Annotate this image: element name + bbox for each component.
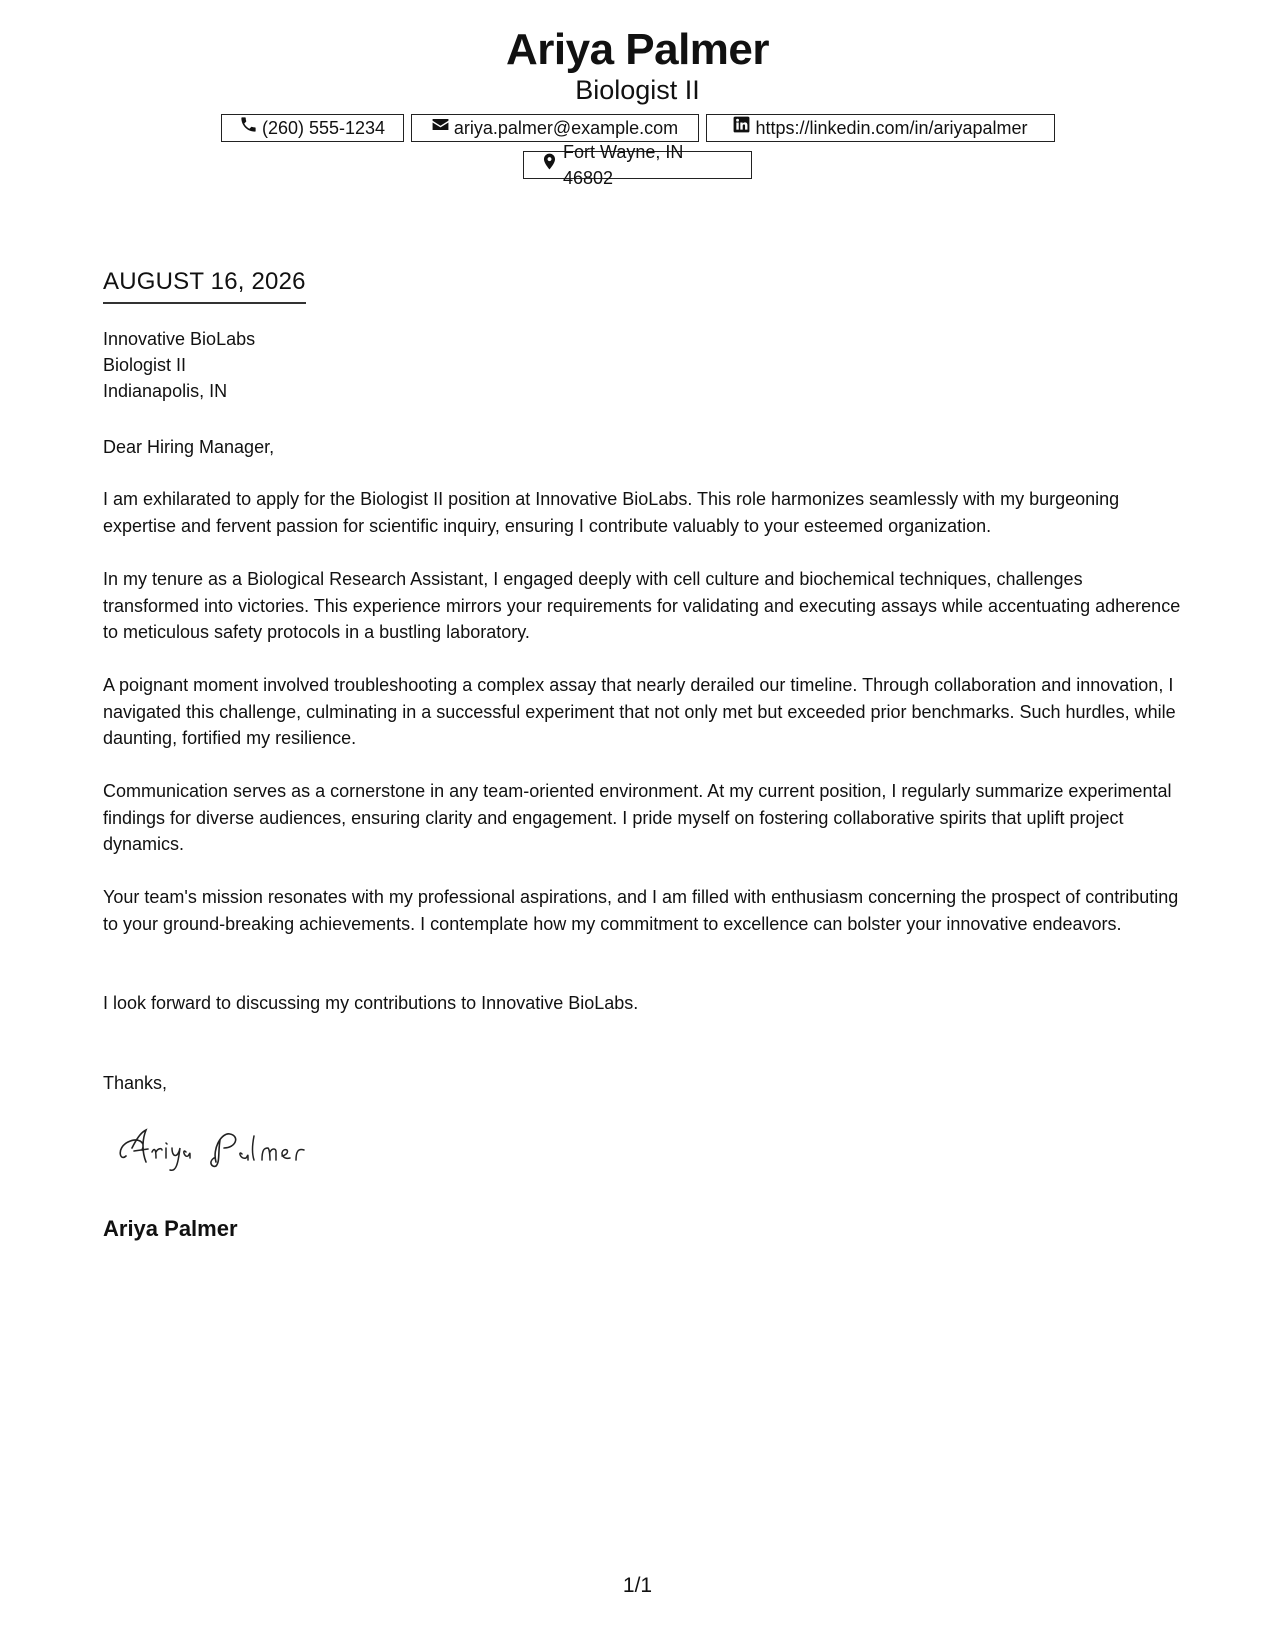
phone-icon — [239, 115, 258, 141]
phone-chip[interactable] — [221, 114, 404, 142]
signoff: Thanks, — [103, 1073, 168, 1093]
closing-paragraph: I look forward to discussing my contributions to Innovative BioLabs. — [103, 993, 639, 1013]
recipient-location: Indianapolis, IN — [103, 381, 228, 401]
envelope-icon — [431, 115, 450, 141]
recipient-company: Innovative BioLabs — [103, 329, 256, 349]
applicant-name: Ariya Palmer — [505, 25, 770, 74]
email-text: ariya.palmer@example.com — [453, 118, 679, 138]
letter-paragraph: Your team's mission resonates with my professional aspirations, and I am filled with enthusiasm concerning the prospect of contributing to your ground-breaking achievements. I contemplate how my commitment to excellence can bolster your innovative endeavors. — [103, 887, 1179, 934]
letter-paragraph: Communication serves as a cornerstone in any team-oriented environment. At my current position, I regularly summarize experimental findings for diverse audiences, ensuring clarity and engagement. I pride myself on fostering collaborative spirits that uplift project dynamics. — [103, 781, 1172, 854]
letter-paragraph: A poignant moment involved troubleshooting a complex assay that nearly derailed our timeline. Through collaboration and innovation, I navigated this challenge, culminating in a successful experiment that not only met but exceeded prior benchmarks. Such hurdles, while daunting, fortified my resilience. — [103, 675, 1176, 748]
salutation: Dear Hiring Manager, — [103, 437, 275, 457]
applicant-title: Biologist II — [575, 75, 700, 105]
signer-name: Ariya Palmer — [103, 1216, 238, 1241]
email-chip[interactable] — [411, 114, 699, 142]
handwritten-signature — [112, 1118, 362, 1178]
letter-paragraph: I am exhilarated to apply for the Biologist II position at Innovative BioLabs. This role harmonizes seamlessly with my burgeoning expertise and fervent passion for scientific inquiry, ensuring I contribute valuably to your esteemed organization. — [103, 489, 1120, 536]
page-number: 1/1 — [622, 1574, 653, 1597]
contact-row — [0, 114, 1275, 142]
location-text: Fort Wayne, IN 46802 — [563, 142, 684, 188]
contact-row-2 — [0, 142, 1275, 188]
signature-drawing — [112, 1118, 362, 1178]
letter-date: AUGUST 16, 2026 — [103, 266, 306, 304]
linkedin-chip[interactable] — [706, 114, 1055, 142]
phone-text: (260) 555-1234 — [261, 118, 386, 138]
letter-paragraph: In my tenure as a Biological Research Assistant, I engaged deeply with cell culture and biochemical techniques, challenges transformed into victories. This experience mirrors your requirements for validating and executing assays while accentuating adherence to meticulous safety protocols in a bustling laboratory. — [103, 569, 1181, 642]
location-chip — [523, 142, 752, 188]
recipient-block — [103, 326, 255, 404]
map-pin-icon — [540, 152, 559, 178]
recipient-position: Biologist II — [103, 355, 187, 375]
linkedin-icon — [732, 115, 751, 141]
linkedin-text: https://linkedin.com/in/ariyapalmer — [755, 118, 1028, 138]
